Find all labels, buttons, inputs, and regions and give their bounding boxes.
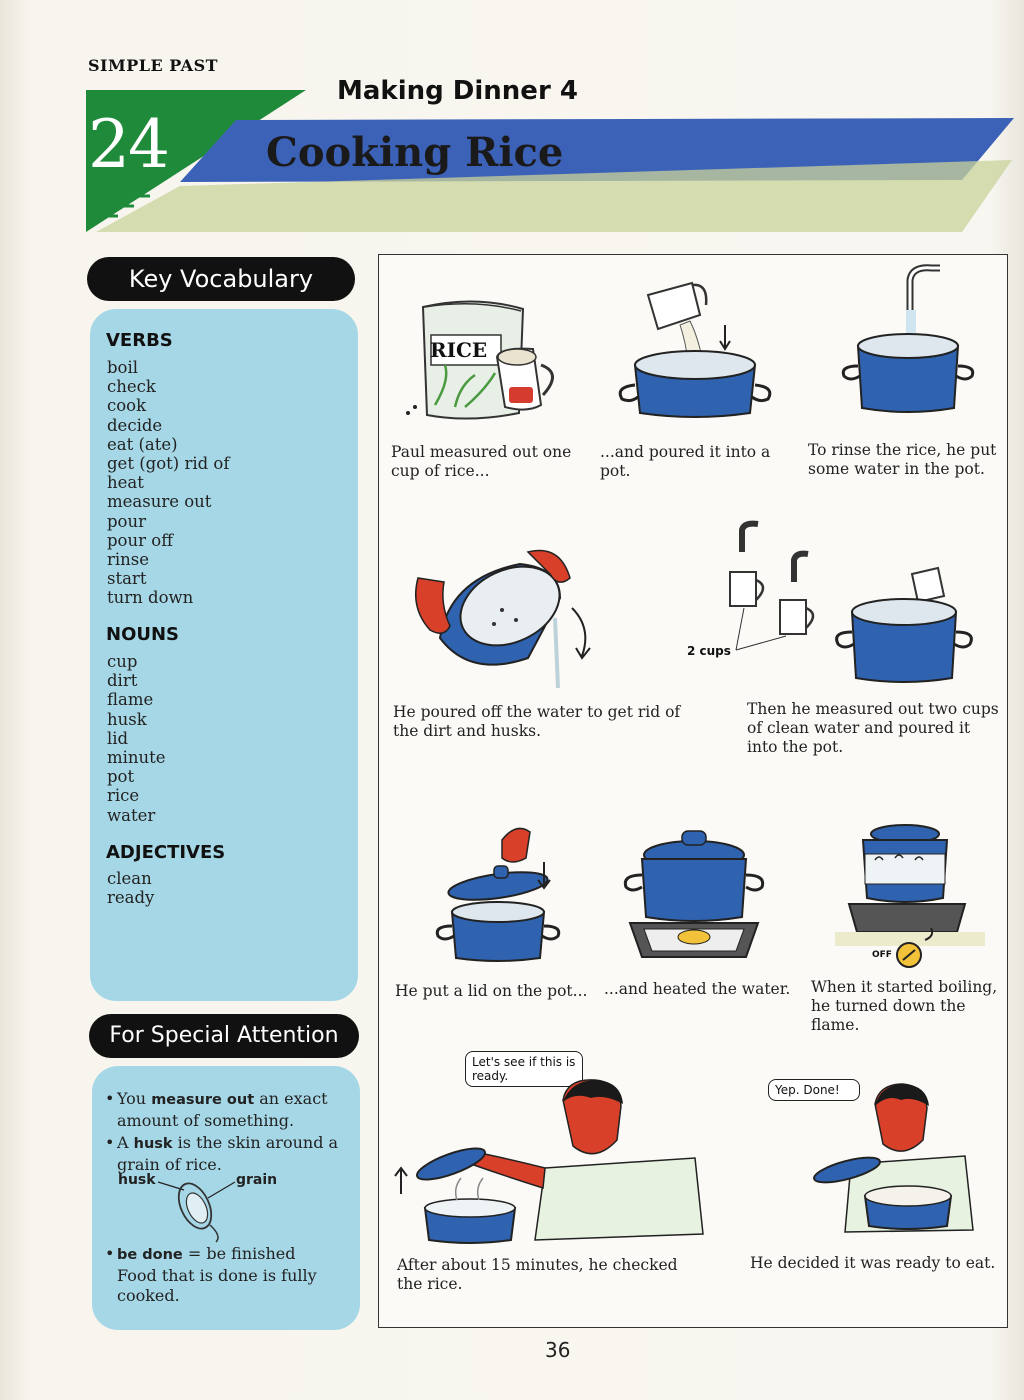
caption-5: Then he measured out two cups of clean water and poured it into the pot.	[747, 700, 999, 756]
vocab-word: cup	[107, 652, 138, 671]
grain-label: grain	[236, 1172, 278, 1188]
vocab-word: measure out	[107, 492, 212, 512]
caption-7: ...and heated the water.	[604, 980, 791, 998]
two-cups-label: 2 cups	[687, 644, 731, 658]
verbs-list	[107, 358, 229, 608]
heat-water-illustration	[618, 825, 773, 970]
vocab-word: minute	[107, 748, 166, 768]
vocab-word: lid	[107, 728, 129, 748]
vocab-word: flame	[107, 690, 154, 710]
vocab-word: rinse	[107, 550, 150, 570]
rice-grain-icon	[150, 1170, 240, 1245]
caption-8: When it started boiling, he turned down the flame.	[811, 978, 998, 1034]
vocab-word: eat (ate)	[107, 434, 178, 454]
curved-arrow-icon	[572, 608, 590, 658]
speech-bubble-done: Yep. Done!	[768, 1079, 860, 1101]
note-husk	[105, 1133, 345, 1175]
vocab-word: clean	[107, 869, 152, 888]
measuring-cup-icon	[730, 572, 756, 606]
vocab-word: pot	[107, 767, 135, 787]
bullet: •	[105, 1133, 115, 1152]
plaid-shirt	[535, 1158, 703, 1240]
note-text: Food that is done is fully cooked.	[117, 1265, 317, 1305]
vocab-word: get (got) rid of	[107, 454, 230, 474]
vocab-word: check	[107, 377, 156, 397]
caption-10: He decided it was ready to eat.	[750, 1254, 996, 1272]
up-arrow-icon	[395, 1168, 407, 1194]
caption-1: Paul measured out one cup of rice...	[391, 443, 572, 480]
stove-icon	[849, 904, 965, 932]
page-number: 36	[545, 1338, 571, 1362]
bullet: •	[105, 1089, 115, 1108]
pour-rice-illustration	[610, 275, 780, 425]
off-label: OFF	[872, 950, 892, 960]
nouns-heading: NOUNS	[106, 624, 180, 645]
vocab-word: dirt	[107, 671, 138, 691]
vocab-word: husk	[107, 709, 147, 729]
caption-3: To rinse the rice, he put some water in the pot.	[808, 441, 997, 478]
husk-label: husk	[118, 1172, 156, 1188]
vocab-word: pour off	[107, 530, 173, 550]
down-arrow-icon	[720, 325, 730, 349]
vocab-word: rice	[107, 786, 140, 806]
turn-down-flame-illustration	[835, 820, 995, 970]
speech-bubble-check: Let's see if this is ready.	[465, 1051, 583, 1087]
pour-off-water-illustration	[410, 548, 600, 693]
rice-bag-label: RICE	[430, 338, 488, 362]
unit-title: Making Dinner 4	[337, 76, 578, 106]
lid-on-pot-illustration	[432, 822, 567, 962]
special-attention-notes	[105, 1089, 345, 1177]
rinse-rice-illustration	[840, 262, 975, 422]
vocab-word: decide	[107, 415, 163, 435]
nouns-list	[107, 652, 166, 825]
rice-bag-illustration	[405, 295, 570, 430]
note-text: = be finished	[182, 1244, 296, 1263]
lesson-title: Cooking Rice	[266, 129, 564, 176]
two-cups-illustration	[700, 522, 980, 697]
vocab-word: pour	[107, 511, 147, 531]
special-attention-heading: For Special Attention	[89, 1014, 359, 1058]
level-label: SIMPLE PAST	[88, 56, 219, 75]
adjectives-heading: ADJECTIVES	[106, 842, 226, 863]
vocab-word: heat	[107, 473, 144, 493]
check-rice-illustration	[395, 1078, 705, 1248]
note-term: be done	[117, 1247, 183, 1263]
vocab-word: boil	[107, 358, 139, 377]
ready-to-eat-illustration	[805, 1080, 980, 1240]
vocab-word: water	[107, 805, 156, 825]
adjectives-list	[107, 869, 154, 907]
caption-4: He poured off the water to get rid of the dirt and husks.	[393, 703, 681, 740]
flame-icon	[678, 930, 710, 944]
note-text: You	[117, 1089, 152, 1108]
vocab-word: turn down	[107, 588, 194, 608]
vocab-word: cook	[107, 396, 147, 416]
verbs-heading: VERBS	[106, 330, 173, 351]
caption-9: After about 15 minutes, he checked the rice.	[397, 1256, 678, 1293]
caption-2: ...and poured it into a pot.	[600, 443, 771, 480]
note-measure-out	[105, 1089, 345, 1131]
note-term: measure out	[151, 1092, 255, 1108]
note-term: husk	[133, 1136, 173, 1152]
note-text: an exact amount of something.	[117, 1089, 328, 1130]
note-be-done-item	[105, 1244, 345, 1307]
unit-number: 24	[88, 106, 168, 183]
vocab-word: ready	[107, 888, 155, 908]
note-text: is the skin around a grain of rice.	[117, 1133, 339, 1174]
pot-icon	[642, 859, 746, 921]
note-be-done	[105, 1244, 345, 1309]
note-text: A	[117, 1133, 134, 1152]
vocab-word: start	[107, 569, 147, 589]
caption-6: He put a lid on the pot...	[395, 982, 588, 1000]
bullet: •	[105, 1244, 115, 1263]
measuring-cup-icon	[780, 600, 806, 634]
key-vocabulary-heading: Key Vocabulary	[87, 257, 355, 301]
